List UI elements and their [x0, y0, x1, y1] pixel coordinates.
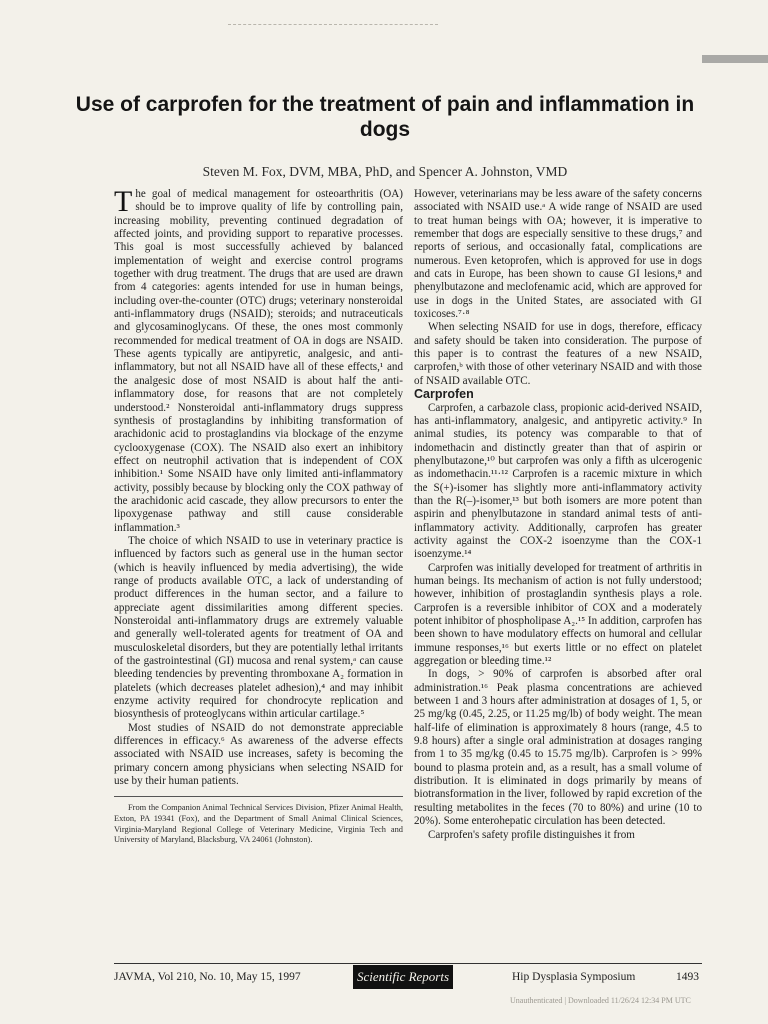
symposium-label: Hip Dysplasia Symposium: [512, 971, 636, 983]
right-paragraph-5: In dogs, > 90% of carprofen is absorbed after oral administration.¹⁶ Peak plasma concentrations are achieved between 1 and 3 hours after administration at dosages of 1, 5, or 25 mg/kg (0.45, 2.25, or 11.25 mg/lb) of body weight. The mean half-life of elimination is approximately 8 hours (range, 4.5 to 9.8 hours) after a single oral administration at dosages ranging from 1 to 35 mg/kg (0.45 to 15.75 mg/lb). Carprofen is > 99% bound to plasma protein and, as a result, has a small volume of distribution. It is eliminated in dogs primarily by means of biotransformation in the liver, followed by rapid excretion of the resulting metabolites in the feces (70 to 80%) and urine (10 to 20%). Some enterohepatic circulation has been detected.: [414, 668, 702, 828]
right-paragraph-4: Carprofen was initially developed for treatment of arthritis in human beings. Its mechanism of action is not fully understood; however, inhibition of prostaglandin synthesis plays a role. Carprofen is a reversible inhibitor of COX and a moderately potent inhibitor of phospholipase A₂.¹⁵ In addition, carprofen has been shown to have modulatory effects on humoral and cellular immune responses,¹⁶ but exerts little or no effect on platelet aggregation or bleeding time.¹²: [414, 561, 702, 668]
right-paragraph-6: Carprofen's safety profile distinguishes it from: [428, 828, 635, 841]
journal-citation: JAVMA, Vol 210, No. 10, May 15, 1997: [114, 971, 301, 983]
right-paragraph-3: Carprofen, a carbazole class, propionic acid-derived NSAID, has anti-inflammatory, analgesic, and antipyretic activity.⁹ In animal studies, its potency was comparable to that of indomethacin and distinctly greater than that of aspirin or phenylbutazone,¹⁰ but carprofen was only a fifth as ulcerogenic as indomethacin.¹¹·¹² Carprofen is a racemic mixture in which the S(+)-isomer has slightly more anti-inflammatory activity than the R(–)-isomer,¹³ but both isomers are more potent than aspirin and phenylbutazone in standard animal tests of anti-inflammatory activity. Additionally, carprofen has greater activity against the COX-2 isoenzyme than the COX-1 isoenzyme.¹⁴: [414, 401, 702, 561]
section-heading-carprofen: Carprofen: [414, 387, 474, 402]
corner-tab: [702, 55, 768, 63]
affiliation-footnote: From the Companion Animal Technical Services Division, Pfizer Animal Health, Exton, PA 19341 (Fox), and the Department of Small Animal Clinical Sciences, Virginia-Maryland Regional College of Veterinary Medicine, Virginia Tech and University of Maryland, Blacksburg, VA 24061 (Johnston).: [114, 803, 403, 845]
left-paragraph-1: [114, 185, 403, 535]
article-title: Use of carprofen for the treatment of pain and inflammation in dogs: [75, 93, 695, 141]
left-paragraph-1-text: he goal of medical management for osteoarthritis (OA) should be to improve quality of life by controlling pain, increasing mobility, preventing continued degradation of affected joints, and providing support to reparative processes. This goal is most successfully achieved by balanced implementation of weight and exercise control programs together with drug treatment. The drugs that are used are drawn from 4 categories: agents intended for use in human beings, including over-the-counter (OTC) drugs; veterinary nonsteroidal anti-inflammatory drugs (NSAID); steroids; and nutraceuticals and glycosaminoglycans. Of these, the ones most commonly recommended for medical treatment of OA in dogs are NSAID. These agents typically are antipyretic, analgesic, and anti-inflammatory, but not all NSAID have all of these effects,¹ and the analgesic dose of most NSAID is about half the anti-inflammatory dose, for reasons that are not completely understood.² Nonsteroidal anti-inflammatory drugs suppress synthesis of prostaglandins by inhibiting transformation of arachidonic acid to prostaglandins via blockage of the enzyme cyclooxygenase (COX). The NSAID also exert an inhibitory effect on neutrophil activation that is independent of COX inhibition.¹ Some NSAID have only limited anti-inflammatory activity, possibly because by blocking only the COX pathway of the arachidonic acid cascade, they allow precursors to enter the lipoxygenase pathway and still cause considerable inflammation.³: [114, 188, 403, 534]
page-number: 1493: [676, 971, 699, 983]
footer-rule: [114, 963, 702, 964]
right-paragraph-2: When selecting NSAID for use in dogs, therefore, efficacy and safety should be taken into consideration. The purpose of this paper is to contrast the features of a new NSAID, carprofen,ᵇ with those of other veterinary NSAID and with those of NSAID available OTC.: [414, 321, 702, 387]
scientific-reports-badge: Scientific Reports: [353, 965, 453, 989]
left-paragraph-2: The choice of which NSAID to use in veterinary practice is influenced by factors such as general use in the human sector (which is heavily influenced by media advertising), the wide range of products available OTC, a lack of understanding of product differences in the human sector, and a failure to appreciate agent dissimilarities among different species. Nonsteroidal anti-inflammatory drugs are extremely valuable and generally well-tolerated agents for treatment of OA and musculoskeletal disorders, but they are potentially lethal irritants of the gastrointestinal (GI) mucosa and renal system,ᵃ can cause bleeding tendencies by preventing thromboxane A₂ formation in platelets (which decreases platelet adhesion),⁴ and may inhibit enzyme activity required for chondrocyte replication and biosynthesis of proteoglycans within articular cartilage.⁵: [114, 534, 403, 721]
right-column: [414, 188, 702, 842]
header-rule: [228, 24, 438, 25]
article-authors: Steven M. Fox, DVM, MBA, PhD, and Spencer A. Johnston, VMD: [202, 164, 568, 179]
right-paragraph-1: However, veterinarians may be less aware of the safety concerns associated with NSAID use.ᵃ A wide range of NSAID are used to treat human beings with OA; however, it is imperative to remember that dogs are especially sensitive to these drugs,⁷ and reports of serious, and occasionally fatal, complications are numerous. Even ketoprofen, which is approved for use in dogs and cats in Europe, has been shown to cause GI lesions,⁸ and phenylbutazone and meclofenamic acid, which are approved for use in dogs in the United States, are associated with GI toxicoses.⁷·⁸: [414, 188, 702, 321]
download-watermark: Unauthenticated | Downloaded 11/26/24 12:34 PM UTC: [510, 996, 691, 1005]
left-column: [114, 185, 403, 846]
drop-cap: T: [114, 185, 133, 218]
footnote-rule: [114, 796, 403, 797]
left-paragraph-3: Most studies of NSAID do not demonstrate appreciable differences in efficacy.⁶ As awareness of the adverse effects associated with NSAID use increases, safety is becoming the primary concern among physicians when selecting NSAID for use by their human patients.: [114, 721, 403, 788]
